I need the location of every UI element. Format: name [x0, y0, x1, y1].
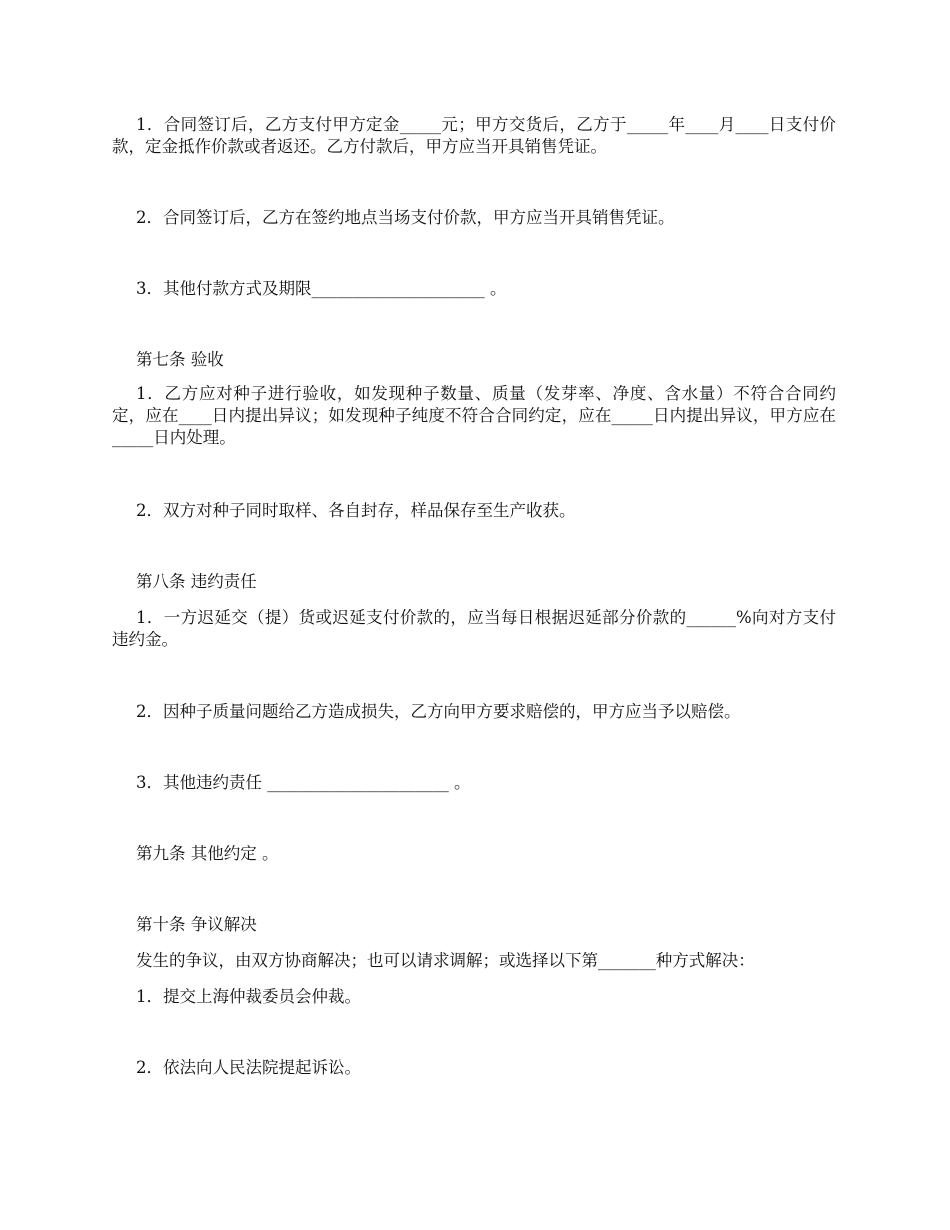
article7-item1: 1．乙方应对种子进行验收，如发现种子数量、质量（发芽率、净度、含水量）不符合合同约定，应在____日内提出异议；如发现种子纯度不符合合同约定，应在_____日内提出异议，甲方应在_____日内处理。 [112, 384, 836, 447]
article6-item3: 3．其他付款方式及期限_____________________ 。 [136, 279, 507, 298]
article6-item2: 2．合同签订后，乙方在签约地点当场支付价款，甲方应当开具销售凭证。 [136, 208, 675, 227]
article8-item3: 3．其他违约责任 ______________________ 。 [136, 773, 471, 792]
article7-item2: 2．双方对种子同时取样、各自封存，样品保存至生产收获。 [136, 501, 576, 520]
article10-item2: 2．依法向人民法院提起诉讼。 [136, 1058, 361, 1077]
article10-heading: 第十条 争议解决 [136, 915, 257, 934]
article8-heading: 第八条 违约责任 [136, 572, 257, 591]
article7-heading: 第七条 验收 [136, 350, 224, 369]
article10-intro: 发生的争议，由双方协商解决；也可以请求调解；或选择以下第_______种方式解决： [136, 951, 755, 970]
article8-item1: 1．一方迟延交（提）货或迟延支付价款的，应当每日根据迟延部分价款的______%向对方支付违约金。 [112, 608, 836, 649]
article9-heading: 第九条 其他约定 。 [136, 844, 279, 863]
article10-item1: 1．提交上海仲裁委员会仲裁。 [136, 987, 361, 1006]
article8-item2: 2．因种子质量问题给乙方造成损失，乙方向甲方要求赔偿的，甲方应当予以赔偿。 [136, 702, 741, 721]
article6-item1: 1．合同签订后，乙方支付甲方定金_____元；甲方交货后，乙方于_____年____月____日支付价款，定金抵作价款或者返还。乙方付款后，甲方应当开具销售凭证。 [112, 115, 836, 156]
